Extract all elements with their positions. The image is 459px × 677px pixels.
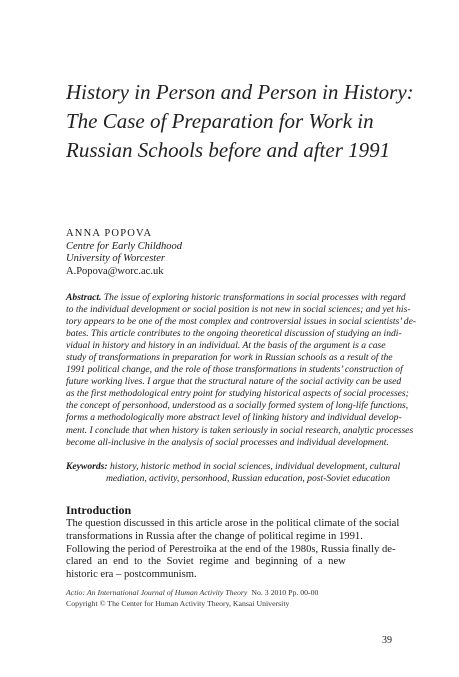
author-block <box>66 228 182 278</box>
journal-citation <box>66 588 318 599</box>
copyright: Copyright © The Center for Human Activity Theory, Kansai University <box>66 598 290 608</box>
keywords-line: mediation, activity, personhood, Russian education, post-Soviet education <box>106 473 391 485</box>
abstract-text: The issue of exploring historic transformations in social processes with regard <box>101 292 406 303</box>
keywords-label: Keywords: <box>66 461 108 472</box>
author-email[interactable]: A.Popova@worc.ac.uk <box>66 265 164 277</box>
author-affiliation: Centre for Early Childhood <box>66 240 182 252</box>
abstract-line <box>66 292 406 304</box>
abstract-line: 1991 political change, and the role of those transformations in students’ construction of <box>66 364 403 376</box>
article-title <box>66 78 426 165</box>
abstract-line: become all-inclusive in the analysis of social processes and individual development. <box>66 436 389 448</box>
keywords-text: history, historic method in social sciences, individual development, cultural <box>107 461 401 472</box>
body-line: clared an end to the Soviet regime and beginning of a new <box>66 556 346 568</box>
journal-name: Actio: An International Journal of Human Activity Theory <box>66 588 248 597</box>
abstract-line: future working lives. I argue that the structural nature of the social activity can be used <box>66 376 402 388</box>
abstract-line: ment. I conclude that when history is taken seriously in social research, analytic processes <box>66 424 414 436</box>
author-name: ANNA POPOVA <box>66 228 153 239</box>
title-line: Russian Schools before and after 1991 <box>66 138 391 162</box>
title-line: The Case of Preparation for Work in <box>66 109 374 133</box>
author-affiliation: University of Worcester <box>66 253 165 265</box>
abstract-line: the concept of personhood, understood as a socially formed system of long-life functions, <box>66 400 409 412</box>
abstract-line: forms a methodologically more abstract level of linking history and individual develop- <box>66 412 402 424</box>
abstract-line: to the individual development or social position is not new in social sciences; and yet his- <box>66 304 411 316</box>
keywords <box>66 461 401 485</box>
abstract-line: vidual in history and history in an individual. At the basis of the argument is a case <box>66 340 386 352</box>
body-paragraph <box>66 518 408 582</box>
abstract-label: Abstract. <box>66 292 102 303</box>
body-line: Following the period of Perestroika at the end of the 1980s, Russia finally de- <box>66 543 396 555</box>
body-line: transformations in Russia after the change of political regime in 1991. <box>66 530 363 542</box>
abstract <box>66 292 417 449</box>
journal-issue: No. 3 2010 Pp. 00-00 <box>251 588 319 597</box>
journal-footer <box>66 588 318 609</box>
abstract-line: as the first methodological entry point for studying historical aspects of social processes; <box>66 388 409 400</box>
title-line: History in Person and Person in History: <box>66 80 414 104</box>
abstract-line: bates. This article contributes to the ongoing theoretical discussion of studying an indi- <box>66 328 402 340</box>
section-heading: Introduction <box>66 503 132 517</box>
page-number: 39 <box>382 635 392 646</box>
keywords-line <box>66 461 401 473</box>
body-line: historic era – postcommunism. <box>66 569 197 581</box>
body-line: The question discussed in this article arose in the political climate of the social <box>66 518 400 529</box>
abstract-line: tory appears to be one of the most complex and controversial issues in social scientists’ de- <box>66 316 417 328</box>
abstract-line: study of transformations in preparation for work in Russian schools as a result of the <box>66 352 393 364</box>
